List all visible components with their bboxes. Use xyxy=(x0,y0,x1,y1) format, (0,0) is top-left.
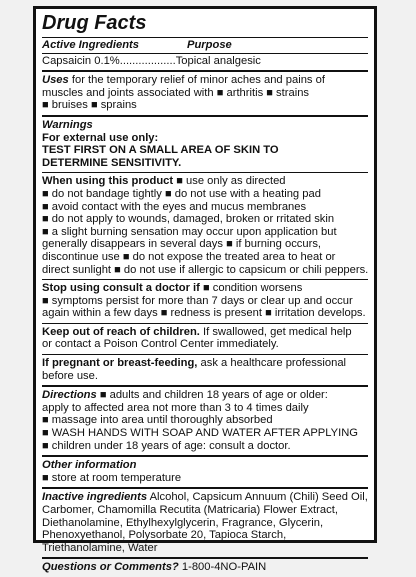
uses-label: Uses xyxy=(42,74,69,87)
active-ingredients-header xyxy=(42,38,368,54)
bullet-square-icon xyxy=(265,307,272,319)
when-using-6b: if burning occurs, xyxy=(232,238,322,251)
stop-using-3b: redness is present xyxy=(167,307,266,320)
bullet-square-icon xyxy=(226,238,233,250)
inactive-5: Triethanolamine, Water xyxy=(42,541,158,554)
bullet-square-icon xyxy=(42,440,49,452)
pregnant-section xyxy=(42,354,368,385)
active-ingredient-purpose: Topical analgesic xyxy=(175,54,261,67)
panel-title: Drug Facts xyxy=(42,11,368,38)
warnings-label: Warnings xyxy=(42,118,93,131)
pregnant-1: ask a healthcare professional xyxy=(197,357,347,370)
uses-text-1: for the temporary relief of minor aches and pains of xyxy=(68,74,325,87)
pregnant-label: If pregnant or breast-feeding, xyxy=(42,357,198,370)
keep-out-1: If swallowed, get medical help xyxy=(199,325,352,338)
warnings-section xyxy=(42,115,368,172)
bullet-square-icon xyxy=(91,99,98,111)
drug-facts-panel xyxy=(33,6,377,574)
bullet-square-icon xyxy=(203,282,210,294)
directions-4: WASH HANDS WITH SOAP AND WATER AFTER APPLYING xyxy=(48,427,359,440)
when-using-1: use only as directed xyxy=(182,175,286,188)
directions-2: apply to affected area not more than 3 to 4 times daily xyxy=(42,401,309,414)
bullet-square-icon xyxy=(42,295,49,307)
bullet-square-icon xyxy=(165,188,172,200)
stop-using-2: symptoms persist for more than 7 days or clear up and occur xyxy=(48,294,353,307)
when-using-8: direct sunlight xyxy=(42,263,115,276)
keep-out-label: Keep out of reach of children. xyxy=(42,325,200,338)
bullet-square-icon xyxy=(114,264,121,276)
bullet-square-icon xyxy=(42,472,49,484)
active-ingredient-name: Capsaicin 0.1% xyxy=(42,54,120,67)
bullet-square-icon xyxy=(123,251,130,263)
when-using-4: do not apply to wounds, damaged, broken or rritated skin xyxy=(48,213,335,226)
other-info-section xyxy=(42,455,368,487)
warnings-test-2: DETERMINE SENSITIVITY. xyxy=(42,156,182,169)
keep-out-section xyxy=(42,323,368,354)
uses-item-bruises: bruises xyxy=(48,99,91,112)
active-ingredients-heading: Active Ingredients xyxy=(42,39,139,51)
stop-using-1: condition worsens xyxy=(209,282,303,295)
other-info-label: Other information xyxy=(42,459,137,472)
when-using-section xyxy=(42,172,368,279)
stop-using-label: Stop using consult a doctor if xyxy=(42,282,200,295)
when-using-label: When using this product xyxy=(42,175,174,188)
directions-section xyxy=(42,385,368,455)
bullet-square-icon xyxy=(42,201,49,213)
when-using-8b: do not use if allergic to capsicum or chili peppers. xyxy=(120,263,369,276)
bullet-square-icon xyxy=(176,175,183,187)
inactive-2: Carbomer, Chamomilla Recutita (Matricaria) Flower Extract, xyxy=(42,504,338,516)
bullet-square-icon xyxy=(42,226,49,238)
uses-item-sprains: sprains xyxy=(97,99,137,112)
leader-dots: .................. xyxy=(119,54,176,67)
directions-label: Directions xyxy=(42,389,97,402)
bullet-square-icon xyxy=(42,427,49,439)
warnings-test-1: TEST FIRST ON A SMALL AREA OF SKIN TO xyxy=(42,144,279,157)
stop-using-3c: irritation develops. xyxy=(271,307,366,320)
directions-5: children under 18 years of age: consult a doctor. xyxy=(48,439,291,452)
when-using-7a: discontinue use xyxy=(42,250,123,263)
inactive-label: Inactive ingredients xyxy=(42,491,148,504)
purpose-heading: Purpose xyxy=(187,39,232,51)
questions-phone: 1-800-4NO-PAIN xyxy=(178,561,267,574)
bullet-square-icon xyxy=(42,414,49,426)
other-info-1: store at room temperature xyxy=(48,471,182,484)
uses-item-arthritis: arthritis xyxy=(223,86,267,99)
directions-3: massage into area until thoroughly absorbed xyxy=(48,414,273,427)
directions-1: adults and children 18 years of age or older: xyxy=(106,389,328,402)
when-using-2b: do not use with a heating pad xyxy=(171,187,321,200)
inactive-3: Diethanolamine, Ethylhexylglycerin, Fragrance, Glycerin, xyxy=(42,516,324,529)
bullet-square-icon xyxy=(42,213,49,225)
uses-item-strains: strains xyxy=(272,86,310,99)
pregnant-2: before use. xyxy=(42,369,98,382)
warnings-external: For external use only: xyxy=(42,131,159,144)
questions-label: Questions or Comments? xyxy=(42,561,179,574)
uses-text-2: muscles and joints associated with xyxy=(42,86,217,99)
inactive-ingredients-section xyxy=(42,487,368,557)
stop-using-section xyxy=(42,279,368,323)
active-ingredient-row xyxy=(42,54,368,71)
keep-out-2: or contact a Poison Control Center immediately. xyxy=(42,338,279,351)
stop-using-3a: again within a few days xyxy=(42,307,161,320)
when-using-2a: do not bandage tightly xyxy=(48,187,165,200)
when-using-3: avoid contact with the eyes and mucus membranes xyxy=(48,200,307,213)
uses-section xyxy=(42,70,368,115)
bullet-square-icon xyxy=(42,188,49,200)
when-using-5: a slight burning sensation may occur upon application but xyxy=(48,225,337,238)
inactive-1: Alcohol, Capsicum Annuum (Chili) Seed Oil, xyxy=(147,491,368,504)
when-using-6a: generally disappears in several days xyxy=(42,238,227,251)
inactive-4: Phenoxyethanol, Polysorbate 20, Tapioca Starch, xyxy=(42,529,287,542)
bullet-square-icon xyxy=(42,99,49,111)
questions-section xyxy=(42,557,368,577)
bullet-square-icon xyxy=(266,87,273,99)
when-using-7b: do not expose the treated area to heat or xyxy=(129,250,336,263)
